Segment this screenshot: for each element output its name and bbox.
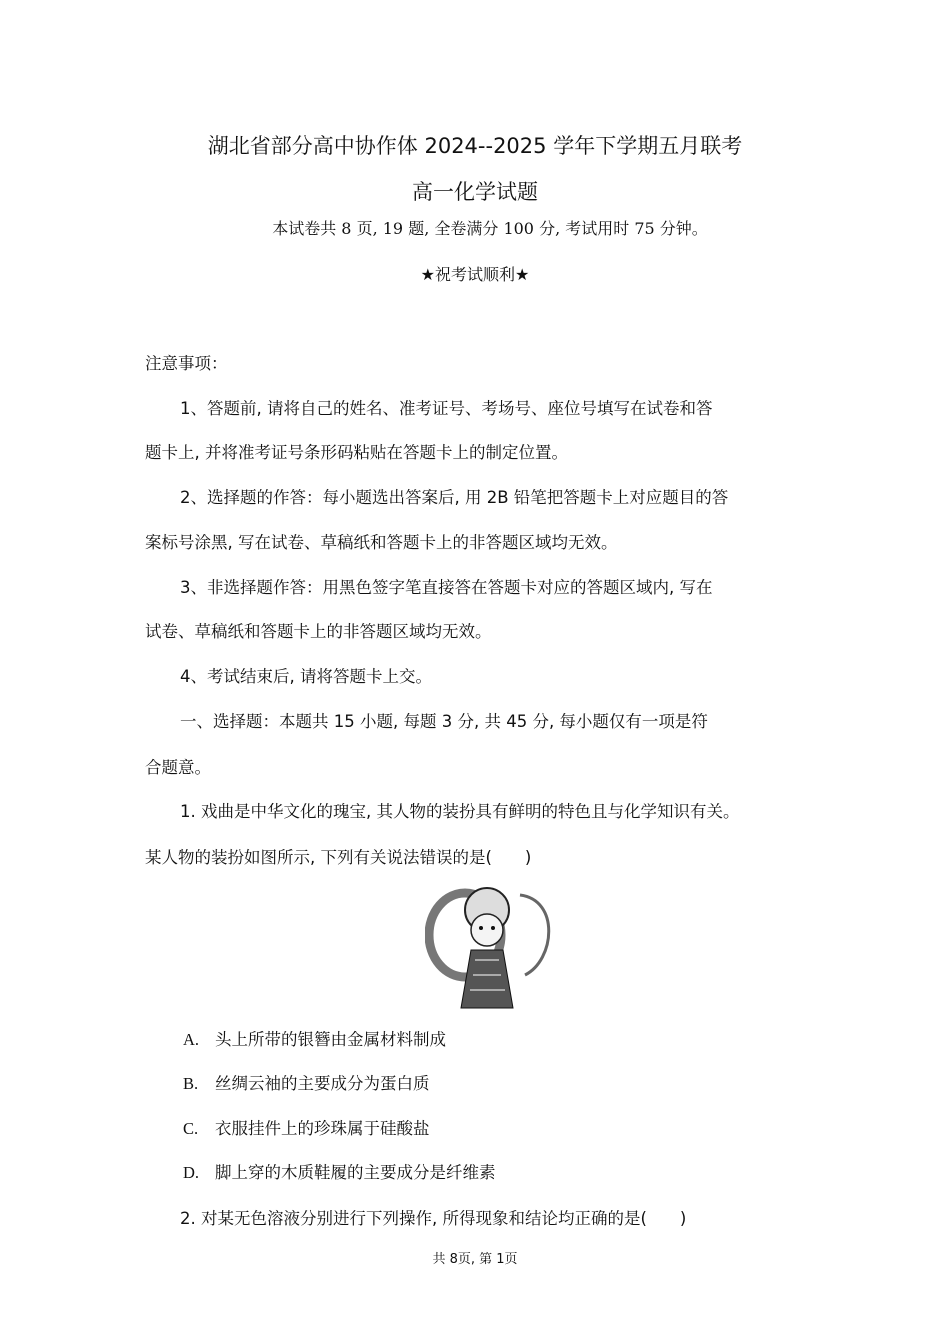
notice-line: 试卷、草稿纸和答题卡上的非答题区域均无效。 [145,622,492,641]
section-heading-cont: 合题意。 [145,758,211,777]
exam-subtitle: 高一化学试题 [412,180,538,204]
notice-heading: 注意事项： [145,354,228,373]
section-heading: 一、选择题：本题共 15 小题, 每题 3 分, 共 45 分, 每小题仅有一项是符 [180,712,708,731]
option-b [183,1070,430,1094]
notice-line: 3、非选择题作答：用黑色签字笔直接答在答题卡对应的答题区域内, 写在 [180,578,713,597]
exam-title: 湖北省部分高中协作体 2024--2025 学年下学期五月联考 [207,134,743,158]
option-d [183,1159,496,1183]
option-letter: A. [183,1030,200,1049]
option-letter: D. [183,1163,200,1182]
option-a [183,1026,446,1050]
option-letter: B. [183,1074,199,1093]
option-letter: C. [183,1119,199,1138]
option-c [183,1115,430,1139]
notice-line: 题卡上, 并将准考证号条形码粘贴在答题卡上的制定位置。 [145,443,568,462]
option-text: 丝绸云袖的主要成分为蛋白质 [215,1074,430,1093]
option-text: 衣服挂件上的珍珠属于硅酸盐 [215,1119,430,1138]
notice-line: 4、考试结束后, 请将答题卡上交。 [180,667,432,686]
option-text: 头上所带的银簪由金属材料制成 [215,1030,446,1049]
notice-line: 2、选择题的作答：每小题选出答案后, 用 2B 铅笔把答题卡上对应题目的答 [180,488,729,507]
option-text: 脚上穿的木质鞋履的主要成分是纤维素 [215,1163,496,1182]
page-footer: 共 8页, 第 1页 [432,1252,518,1267]
exam-wish: ★祝考试顺利★ [420,265,530,284]
notice-line: 案标号涂黑, 写在试卷、草稿纸和答题卡上的非答题区域均无效。 [145,533,618,552]
question-2-stem: 2. 对某无色溶液分别进行下列操作, 所得现象和结论均正确的是( ) [180,1209,687,1228]
opera-figure-image [425,880,560,1020]
question-1-stem-cont: 某人物的装扮如图所示, 下列有关说法错误的是( ) [145,848,532,867]
notice-line: 1、答题前, 请将自己的姓名、准考证号、考场号、座位号填写在试卷和答 [180,399,713,418]
exam-info: 本试卷共 8 页, 19 题, 全卷满分 100 分, 考试用时 75 分钟。 [272,219,708,238]
question-1-stem: 1. 戏曲是中华文化的瑰宝, 其人物的装扮具有鲜明的特色且与化学知识有关。 [180,802,740,821]
